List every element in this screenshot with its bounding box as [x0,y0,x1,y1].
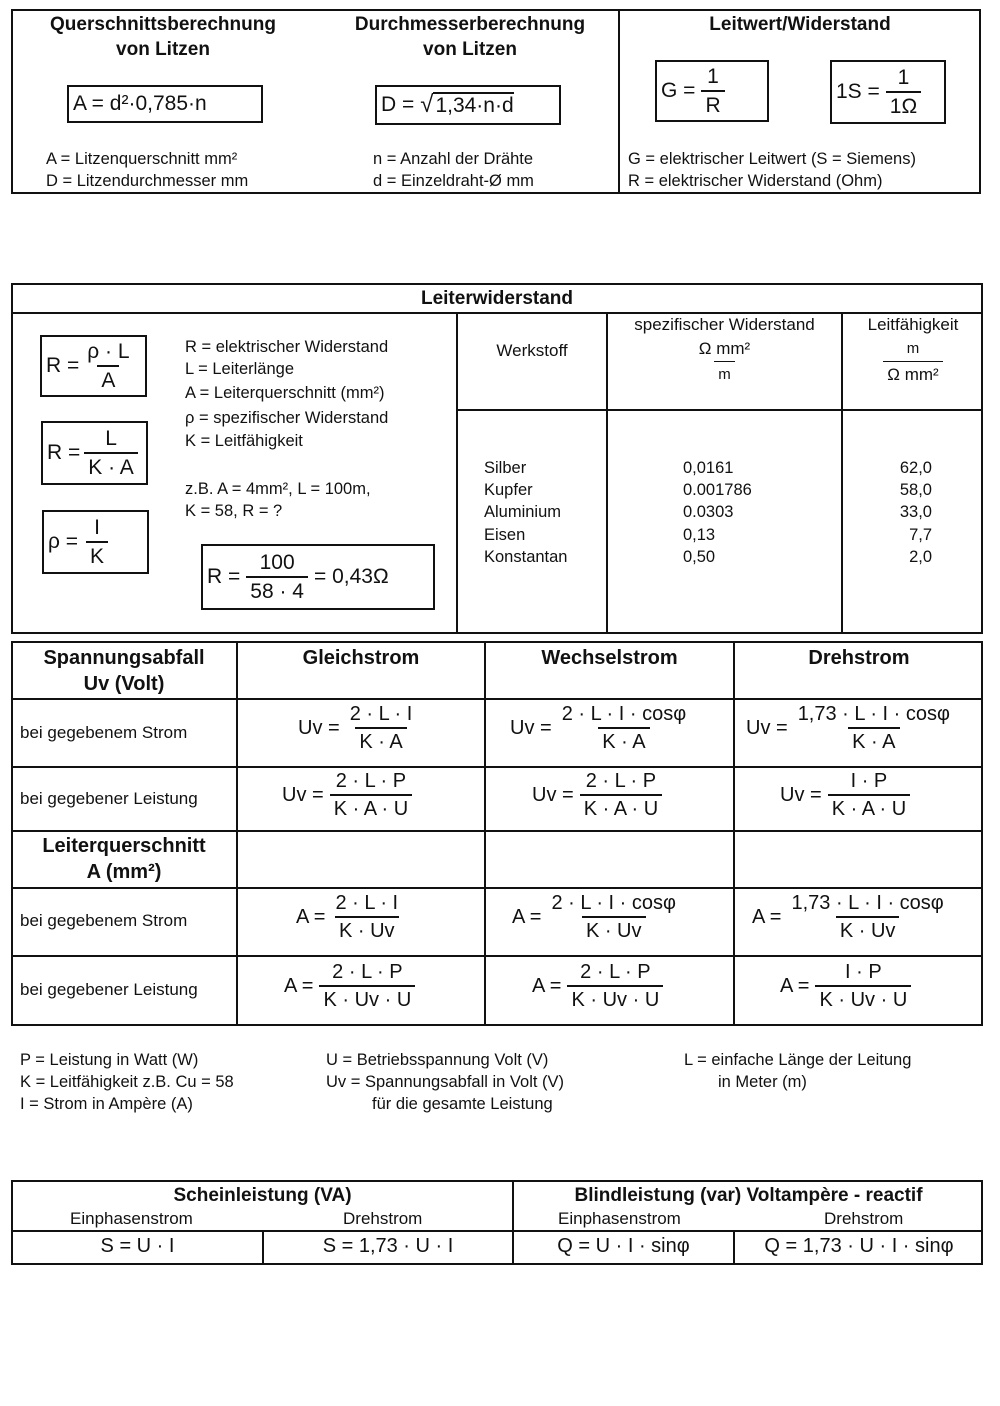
grid-row-rule-2 [11,766,983,768]
th-werkstoff: Werkstoff [496,341,568,360]
grid-h-spannung-1: Spannungsabfall [43,647,205,669]
th-leit-unit: $\frac{m}{\text{Ω mm²}}$ [843,338,983,386]
r-k-formula: R = $\frac{L}{K \cdot A}$ [41,421,148,485]
formula-s-einphasen: S = U · I [100,1235,175,1257]
legend-leitfaehigkeit: K = Leitfähigkeit z.B. Cu = 58 [20,1073,234,1091]
table-row-spez: 0,13 [683,526,716,544]
uv-strom-gleich: Uv = $\frac{2 \cdot L \cdot I}{K \cdot A}$ [298,703,413,753]
leitwert-formula: G = $\frac{1}{R}$ [655,60,769,122]
blind-einphasen-label: Einphasenstrom [558,1209,681,1228]
formula-s-dreh: S = 1,73 · U · I [322,1235,454,1257]
leitwert-title: Leitwert/Widerstand [709,14,891,35]
power-header-rule [11,1230,983,1232]
leiter-example-2: K = 58, R = ? [185,502,283,520]
table-row-spez: 0,0161 [683,459,734,477]
uv-leistung-dreh: Uv = $\frac{I \cdot P}{K \cdot A \cdot U}$ [780,770,910,821]
grid-row-rule-5 [11,955,983,957]
a-leistung-dreh: A = $\frac{I \cdot P}{K \cdot Uv \cdot U}$ [780,961,911,1012]
grid-h-querschnitt-2: A (mm²) [86,861,162,883]
row-label-leistung: bei gegebener Leistung [20,980,198,999]
leiter-def-3: A = Leiterquerschnitt (mm²) [185,384,385,402]
leiter-def-2: L = Leiterlänge [185,360,295,378]
litzen-durch-title-2: von Litzen [423,39,517,60]
table-row-material: Aluminium [484,503,562,521]
grid-h-drehstrom: Drehstrom [808,647,910,669]
row-label-strom: bei gegebenem Strom [20,723,188,742]
table-row-material: Eisen [484,526,526,544]
grid-h-wechselstrom: Wechselstrom [541,647,678,669]
litzen-durch-legend-2: d = Einzeldraht-Ø mm [373,172,534,190]
leiter-def-1: R = elektrischer Widerstand [185,338,389,356]
blindleistung-title: Blindleistung (var) Voltampère - reactif [574,1185,923,1206]
th-leitfaehigkeit: Leitfähigkeit [867,315,959,334]
top-divider [618,9,620,194]
a-strom-dreh: A = $\frac{1,73 \cdot L \cdot I \cdot \cos\varphi}{K \cdot Uv}$ [752,892,944,942]
table-row-material: Silber [484,459,527,477]
table-row-leit: 58,0 [899,481,932,499]
table-row-leit: 33,0 [899,503,932,521]
grid-h-spannung-2: Uv (Volt) [83,673,165,695]
scheinleistung-title: Scheinleistung (VA) [173,1185,352,1206]
uv-strom-dreh: Uv = $\frac{1,73 \cdot L \cdot I \cdot \cos\varphi}{K \cdot A}$ [746,703,950,753]
legend-meter: in Meter (m) [718,1073,807,1091]
grid-row-rule-4 [11,887,983,889]
legend-leistung: P = Leistung in Watt (W) [20,1051,199,1069]
uv-leistung-gleich: Uv = $\frac{2 \cdot L \cdot P}{K \cdot A \cdot U}$ [282,770,412,821]
grid-h-gleichstrom: Gleichstrom [302,647,420,669]
a-leistung-wechsel: A = $\frac{2 \cdot L \cdot P}{K \cdot Uv \cdot U}$ [532,961,663,1012]
legend-betriebsspannung: U = Betriebsspannung Volt (V) [326,1051,549,1069]
legend-strom: I = Strom in Ampère (A) [20,1095,193,1113]
legend-gesamte-leistung: für die gesamte Leistung [372,1095,553,1113]
th-spez-unit: $\frac{\text{Ω mm²}}{m}$ [608,338,841,386]
table-row-material: Kupfer [484,481,533,499]
litzen-quer-legend-2: D = Litzendurchmesser mm [46,172,249,190]
legend-laenge: L = einfache Länge der Leitung [684,1051,912,1069]
uv-strom-wechsel: Uv = $\frac{2 \cdot L \cdot I \cdot \cos\varphi}{K \cdot A}$ [510,703,687,753]
leiter-example-formula: R = $\frac{100}{58 \cdot 4}$ = 0,43Ω [201,544,435,610]
a-leistung-gleich: A = $\frac{2 \cdot L \cdot P}{K \cdot Uv \cdot U}$ [284,961,415,1012]
grid-row-rule-3 [11,830,983,832]
th-spezifischer-widerstand: spezifischer Widerstand [634,315,815,334]
siemens-formula: 1S = $\frac{1}{1\Omega}$ [830,60,946,124]
table-row-leit: 2,0 [909,548,932,566]
row-label-strom: bei gegebenem Strom [20,911,188,930]
schein-dreh-label: Drehstrom [343,1209,423,1228]
leitwert-legend-1: G = elektrischer Leitwert (S = Siemens) [628,150,916,168]
r-rho-formula: R = $\frac{\rho \cdot L}{A}$ [40,335,147,397]
formula-q-einphasen: Q = U · I · sinφ [557,1235,690,1257]
row-label-leistung: bei gegebener Leistung [20,789,198,808]
blind-dreh-label: Drehstrom [824,1209,904,1228]
formula-q-dreh: Q = 1,73 · U · I · sinφ [764,1235,954,1257]
leiter-example-1: z.B. A = 4mm², L = 100m, [185,480,371,498]
leiter-table-header-rule [456,409,983,411]
grid-h-querschnitt-1: Leiterquerschnitt [42,835,206,857]
rho-formula: ρ = $\frac{I}{K}$ [42,510,149,574]
table-row-spez: 0.0303 [683,503,734,521]
litzen-quer-title-2: von Litzen [116,39,210,60]
schein-einphasen-label: Einphasenstrom [70,1209,193,1228]
leiterwiderstand-title: Leiterwiderstand [420,288,574,309]
uv-leistung-wechsel: Uv = $\frac{2 \cdot L \cdot P}{K \cdot A \cdot U}$ [532,770,662,821]
legend-spannungsabfall: Uv = Spannungsabfall in Volt (V) [326,1073,565,1091]
table-row-leit: 62,0 [899,459,932,477]
litzen-durch-legend-1: n = Anzahl der Drähte [373,150,534,168]
grid-row-rule-1 [11,698,983,700]
table-row-leit: 7,7 [909,526,932,544]
table-row-material: Konstantan [484,548,568,566]
litzen-durch-formula: D = √ 1,34·n·d [375,85,561,125]
litzen-quer-formula: A = d²·0,785·n [67,85,263,123]
leiter-def-4: ρ = spezifischer Widerstand [185,409,389,427]
litzen-quer-legend-1: A = Litzenquerschnitt mm² [46,150,238,168]
sqrt-sign-icon: √ [420,91,434,118]
table-row-spez: 0,50 [683,548,716,566]
leiter-def-5: K = Leitfähigkeit [185,432,303,450]
litzen-durch-title-1: Durchmesserberechnung [354,14,586,35]
table-row-spez: 0.001786 [683,481,752,499]
leitwert-legend-2: R = elektrischer Widerstand (Ohm) [628,172,883,190]
litzen-quer-title-1: Querschnittsberechnung [50,14,276,35]
a-strom-wechsel: A = $\frac{2 \cdot L \cdot I \cdot \cos\varphi}{K \cdot Uv}$ [512,892,676,942]
a-strom-gleich: A = $\frac{2 \cdot L \cdot I}{K \cdot Uv}$ [296,892,399,942]
